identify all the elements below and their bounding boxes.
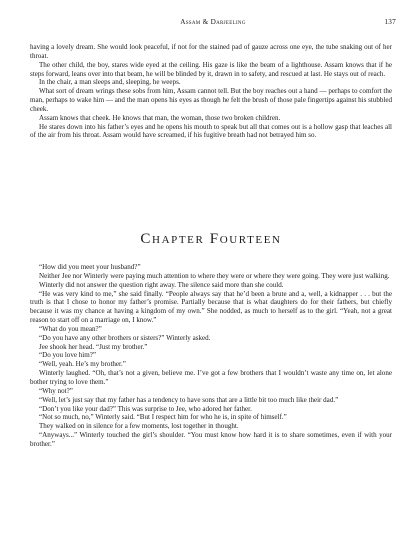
- paragraph: Assam knows that cheek. He knows that man, the woman, those two broken children.: [39, 113, 281, 122]
- paragraph: Jee shook her head. “Just my brother.”: [39, 342, 148, 351]
- paragraph: “Anyways...” Winterly touched the girl’s shoulder. “You must know how hard it is to share sometimes, even if with your brother.”: [30, 431, 392, 448]
- running-header: [30, 18, 396, 30]
- paragraph: “Well, let’s just say that my father has a tendency to have sons that are a little bit too much like their dad.”: [39, 395, 339, 404]
- paragraph: “Do you have any other brothers or sisters?” Winterly asked.: [39, 333, 211, 342]
- paragraph: “Don’t you like your dad?” This was surprise to Jee, who adored her father.: [39, 404, 252, 413]
- paragraph: “He was very kind to me,” she said finally. “People always say that he’d been a brute and a, well, a kidnapper . . . but the truth is that I chose to honor my father’s promise. Partially because that is what daughters do for their fathers, but chiefly because it was my chance at having a kingdom of my own.” She nodded, as much to herself as to the girl. “Yeah, not a great reason to start off on a marriage on, I know.”: [30, 289, 392, 325]
- section-text: [30, 43, 392, 140]
- paragraph: In the chair, a man sleeps and, sleeping, he weeps.: [39, 78, 181, 87]
- paragraph: “Why not?”: [39, 386, 73, 395]
- paragraph: Winterly did not answer the question right away. The silence said more than she could.: [39, 280, 284, 289]
- chapter-text: [30, 263, 392, 449]
- paragraph: “Well, yeah. He’s my brother.”: [39, 360, 126, 369]
- chapter-heading: Chapter Fourteen: [140, 231, 282, 248]
- paragraph: The other child, the boy, stares wide eyed at the ceiling. His gaze is like the beam of a lighthouse. Assam knows that if he steps forward, leans over into that beam, he will be blinded by it, drawn in to safety, and rescued at last. He stays out of reach.: [30, 60, 392, 78]
- paragraph: having a lovely dream. She would look peaceful, if not for the stained pad of gauze across one eye, the tube snaking out of her throat.: [30, 43, 392, 60]
- paragraph: Neither Jee nor Winterly were paying much attention to where they were or where they were going. They were just walking.: [39, 271, 390, 280]
- page-number: 137: [384, 18, 396, 26]
- paragraph: “What do you mean?”: [39, 324, 102, 333]
- paragraph: What sort of dream wrings these sobs from him, Assam cannot tell. But the boy reaches out a hand — perhaps to comfort the man, perhaps to wake him — and the man opens his eyes as though he felt the brush of those pale fingertips against his stubbled cheek.: [30, 87, 392, 113]
- paragraph: Winterly laughed. “Oh, that’s not a given, believe me. I’ve got a few brothers that I wouldn’t waste any time on, let alone bother trying to love them.”: [30, 369, 392, 386]
- paragraph: “Do you love him?”: [39, 351, 96, 360]
- running-title: Assam & Darjeeling: [180, 18, 246, 26]
- paragraph: They walked on in silence for a few moments, lost together in thought.: [39, 422, 239, 431]
- paragraph: “How did you meet your husband?”: [39, 263, 141, 271]
- paragraph: “Not so much, no,” Winterly said. “But I respect him for who he is, in spite of himself.”: [39, 413, 287, 422]
- paragraph: He stares down into his father’s eyes and he opens his mouth to speak but all that comes out is a hollow gasp that leaches all of the air from his throat. Assam would have screamed, if his fugitive breath had not betrayed him so.: [30, 122, 392, 140]
